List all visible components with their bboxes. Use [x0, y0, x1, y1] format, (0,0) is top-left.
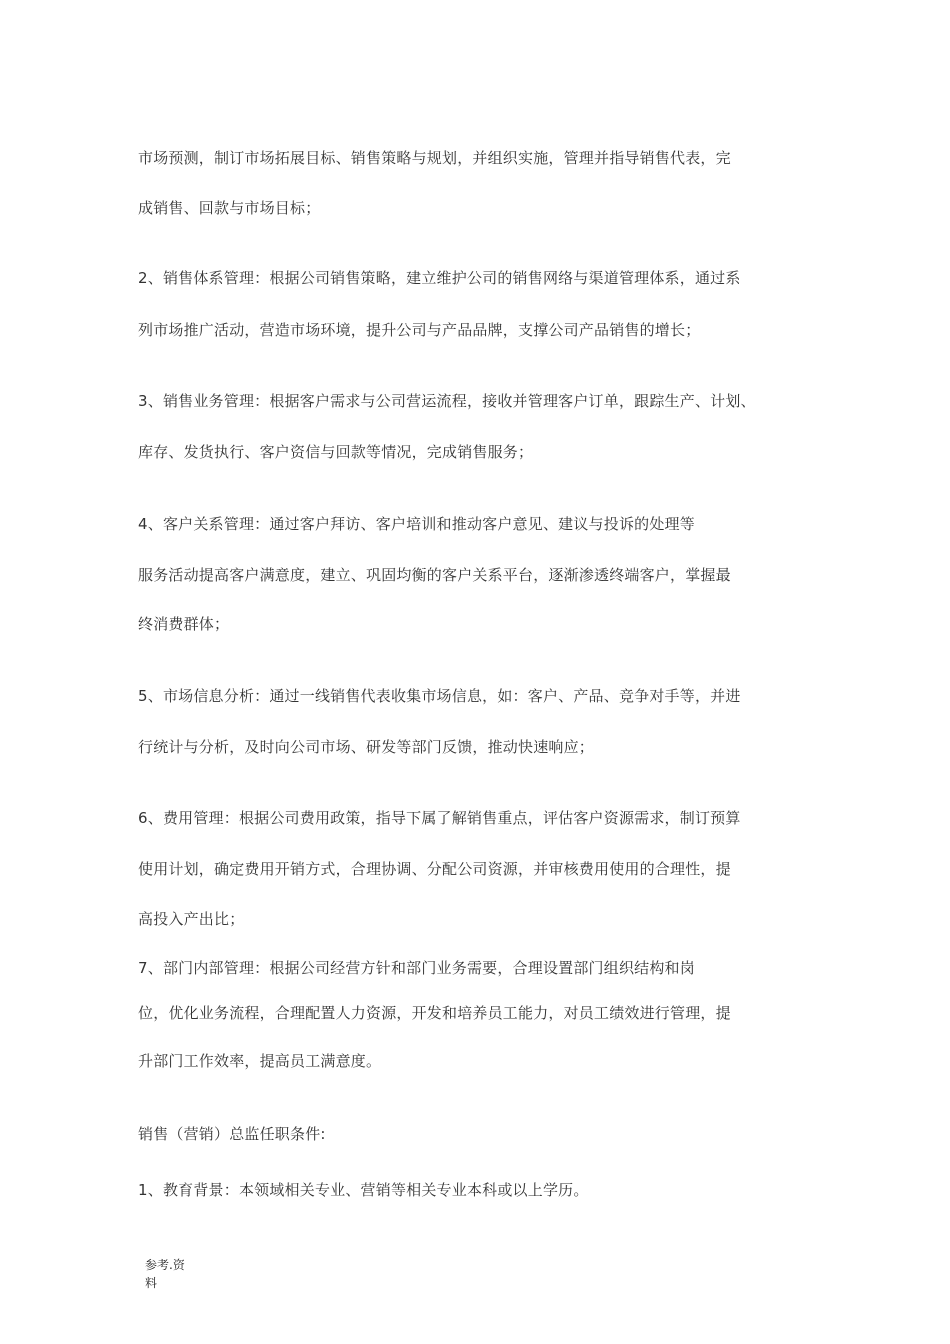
text-line: 列市场推广活动，营造市场环境，提升公司与产品品牌，支撑公司产品销售的增长；: [138, 321, 701, 339]
text-line: 2、销售体系管理：根据公司销售策略，建立维护公司的销售网络与渠道管理体系，通过系: [138, 269, 741, 287]
text-line: 终消费群体；: [138, 615, 230, 633]
text-line: 4、客户关系管理：通过客户拜访、客户培训和推动客户意见、建议与投诉的处理等: [138, 515, 695, 533]
text-line: 高投入产出比；: [138, 910, 245, 928]
text-line: 5、市场信息分析：通过一线销售代表收集市场信息，如：客户、产品、竞争对手等，并进: [138, 687, 741, 705]
text-line: 7、部门内部管理：根据公司经营方针和部门业务需要，合理设置部门组织结构和岗: [138, 959, 695, 977]
text-line: 服务活动提高客户满意度，建立、巩固均衡的客户关系平台，逐渐渗透终端客户，掌握最: [138, 566, 731, 584]
text-line: 3、销售业务管理：根据客户需求与公司营运流程，接收并管理客户订单，跟踪生产、计划、: [138, 392, 756, 410]
text-line: 升部门工作效率，提高员工满意度。: [138, 1052, 382, 1070]
text-line: 位，优化业务流程，合理配置人力资源，开发和培养员工能力，对员工绩效进行管理，提: [138, 1004, 731, 1022]
text-line: 使用计划，确定费用开销方式，合理协调、分配公司资源，并审核费用使用的合理性，提: [138, 860, 731, 878]
text-line: 6、费用管理：根据公司费用政策，指导下属了解销售重点，评估客户资源需求，制订预算: [138, 809, 741, 827]
text-line: 库存、发货执行、客户资信与回款等情况，完成销售服务；: [138, 443, 534, 461]
text-line: 行统计与分析，及时向公司市场、研发等部门反馈，推动快速响应；: [138, 738, 595, 756]
footer-label-continued: 料: [145, 1276, 158, 1290]
text-line: 1、教育背景：本领域相关专业、营销等相关专业本科或以上学历。: [138, 1181, 589, 1199]
footer-label: 参考.资: [145, 1258, 185, 1272]
section-heading: 销售（营销）总监任职条件:: [138, 1125, 326, 1143]
text-line: 市场预测，制订市场拓展目标、销售策略与规划，并组织实施，管理并指导销售代表，完: [138, 149, 731, 167]
text-line: 成销售、回款与市场目标；: [138, 199, 321, 217]
